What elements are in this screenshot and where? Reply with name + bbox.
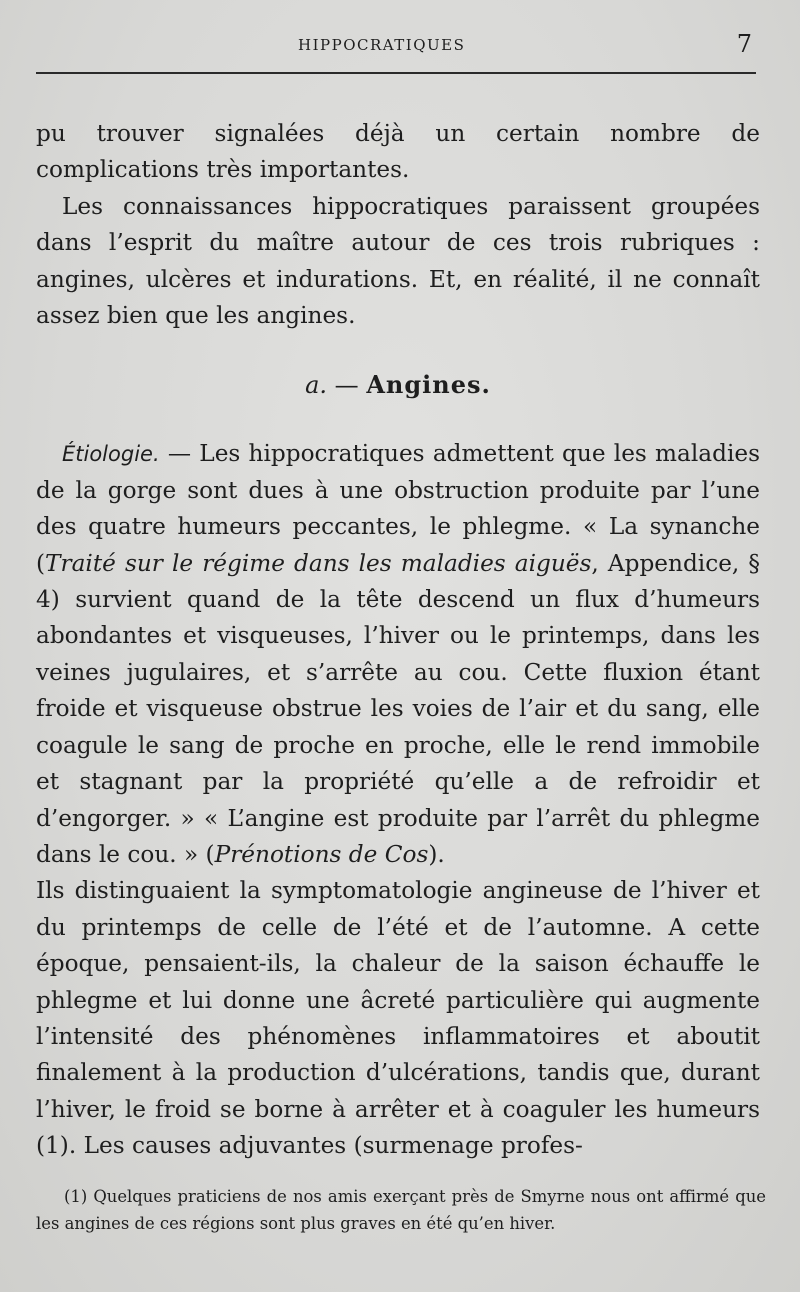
section-heading (36, 370, 760, 400)
body-text (36, 116, 760, 1165)
footnote (36, 1183, 766, 1237)
etiologie-text-3: ). (428, 840, 445, 868)
footnote-text: (1) Quelques praticiens de nos amis exerçant près de Smyrne nous ont affirmé que les angines de ces régions sont plus graves en été qu’en hiver. (36, 1187, 766, 1233)
header-rule (36, 72, 756, 74)
running-head (36, 30, 756, 58)
section-letter: a. (305, 371, 328, 400)
paragraph-continuation: pu trouver signalées déjà un certain nombre de complications très importantes. (36, 120, 760, 184)
page-number: 7 (736, 30, 752, 58)
section-title: Angines. (366, 370, 491, 400)
paragraph-etiologie (36, 436, 760, 873)
etiologie-text-1: — Les hippocratiques admettent que les maladies de la gorge sont dues à une obstruction produite par l’une des quatre humeurs peccantes, le phlegme. « La synanche ( (36, 440, 760, 577)
paragraph-connaissances: Les connaissances hippocratiques paraissent groupées dans l’esprit du maître autour de ces trois rubriques : angines, ulcères et indurations. Et, en réalité, il ne connaît assez bien que les angines. (36, 192, 760, 330)
etiologie-text-2: , Appendice, § 4) survient quand de la tête descend un flux d’humeurs abondantes et visqueuses, l’hiver ou le printemps, dans les veines jugulaires, et s’arrête au cou. Cette fluxion étant froide et visqueuse obstrue les voies de l’air et du sang, elle coagule le sang de proche en proche, elle le rend immobile et stagnant par la propriété qu’elle a de refroidir et d’engorger. » « L’angine est produite par l’arrêt du phlegme dans le cou. » ( (36, 549, 760, 868)
section-dash: — (327, 371, 367, 400)
paragraph-symptomatologie: Ils distinguaient la symptomatologie angineuse de l’hiver et du printemps de celle de l’été et de l’automne. A cette époque, pensaient-ils, la chaleur de la saison échauffe le phlegme et lui donne une âcreté particulière qui augmente l’intensité des phénomènes inflammatoires et aboutit finalement à la production d’ulcérations, tandis que, durant l’hiver, le froid se borne à arrêter et à coaguler les humeurs (1). Les causes adjuvantes (surmenage profes- (36, 877, 760, 1160)
etiologie-label: Étiologie. (62, 442, 160, 467)
cited-work-regime: Traité sur le régime dans les maladies aiguës (45, 549, 592, 577)
running-title: HIPPOCRATIQUES (298, 36, 466, 54)
cited-work-prenotions: Prénotions de Cos (214, 840, 429, 868)
